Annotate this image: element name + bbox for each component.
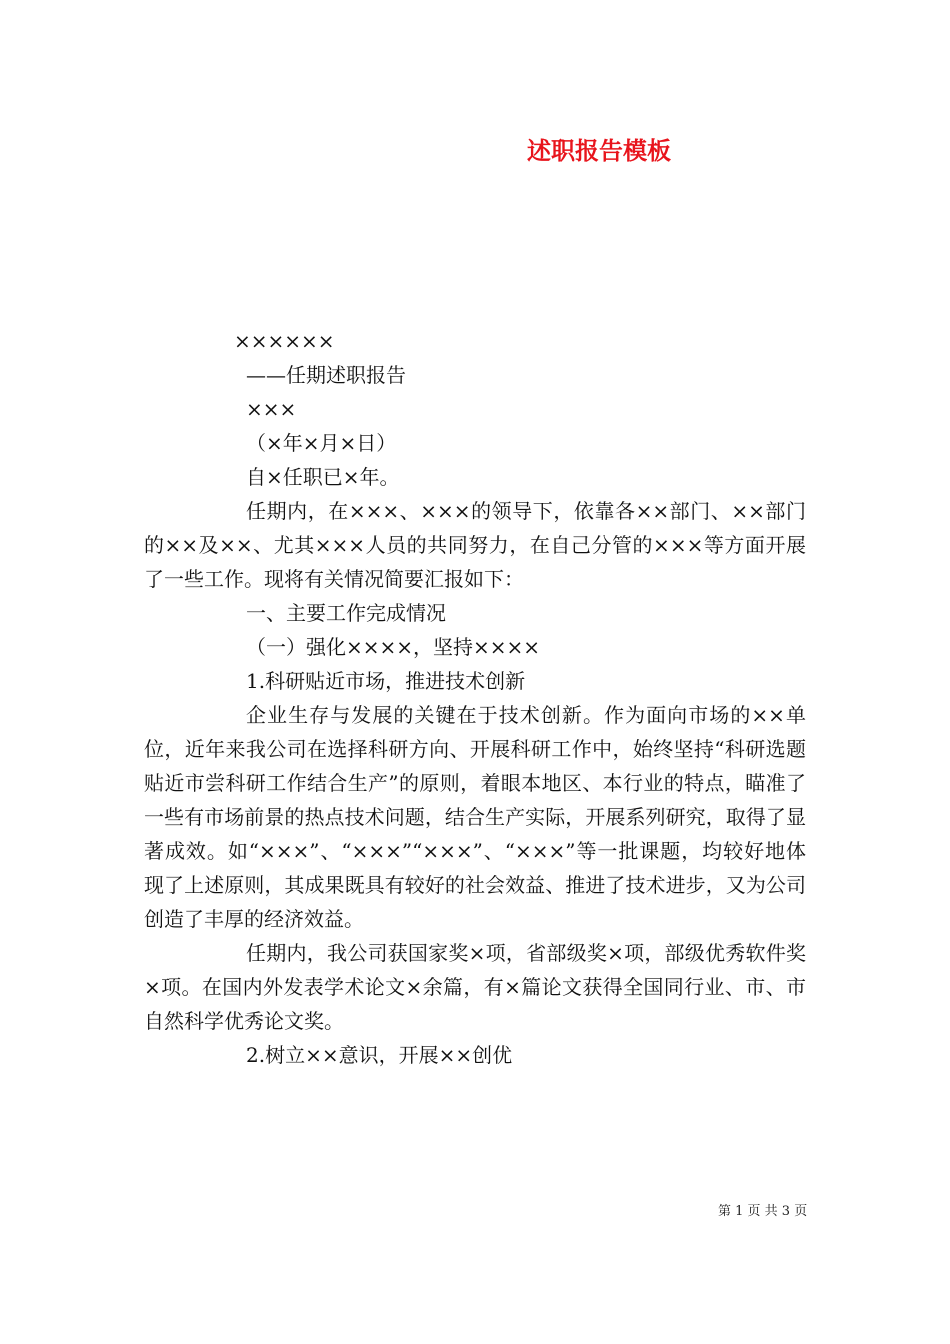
report-date: （×年×月×日） — [246, 431, 397, 455]
subsection-heading: （一）强化××××，坚持×××× — [246, 635, 541, 659]
tenure-statement: 自×任职已×年。 — [246, 465, 400, 489]
document-body — [144, 324, 806, 1072]
body-paragraph: 企业生存与发展的关键在于技术创新。作为面向市场的××单位，近年来我公司在选择科研方向、开展科研工作中，始终坚持“科研选题贴近市尝科研工作结合生产”的原则，着眼本地区、本行业的特点，瞄准了一些有市场前景的热点技术问题，结合生产实际，开展系列研究，取得了显著成效。如“×××”、“×××”“×××”、“×××”等一批课题，均较好地体现了上述原则，其成果既具有较好的社会效益、推进了技术进步，又为公司创造了丰厚的经济效益。 — [144, 703, 806, 931]
report-subtitle: ——任期述职报告 — [246, 363, 406, 387]
intro-paragraph: 任期内，在×××、×××的领导下，依靠各××部门、××部门的××及××、尤其×××人员的共同努力，在自己分管的×××等方面开展了一些工作。现将有关情况简要汇报如下： — [144, 499, 806, 591]
document-title: 述职报告模板 — [527, 136, 671, 165]
report-author: ××× — [246, 397, 297, 421]
item-heading: 1.科研贴近市场，推进技术创新 — [246, 669, 526, 693]
page-number: 第 1 页 共 3 页 — [718, 1204, 808, 1219]
report-subject: ×××××× — [234, 329, 335, 353]
section-heading: 一、主要工作完成情况 — [246, 601, 446, 625]
awards-paragraph: 任期内，我公司获国家奖×项，省部级奖×项，部级优秀软件奖×项。在国内外发表学术论文×余篇，有×篇论文获得全国同行业、市、市自然科学优秀论文奖。 — [144, 941, 806, 1033]
item-heading-2: 2.树立××意识，开展××创优 — [246, 1043, 513, 1067]
